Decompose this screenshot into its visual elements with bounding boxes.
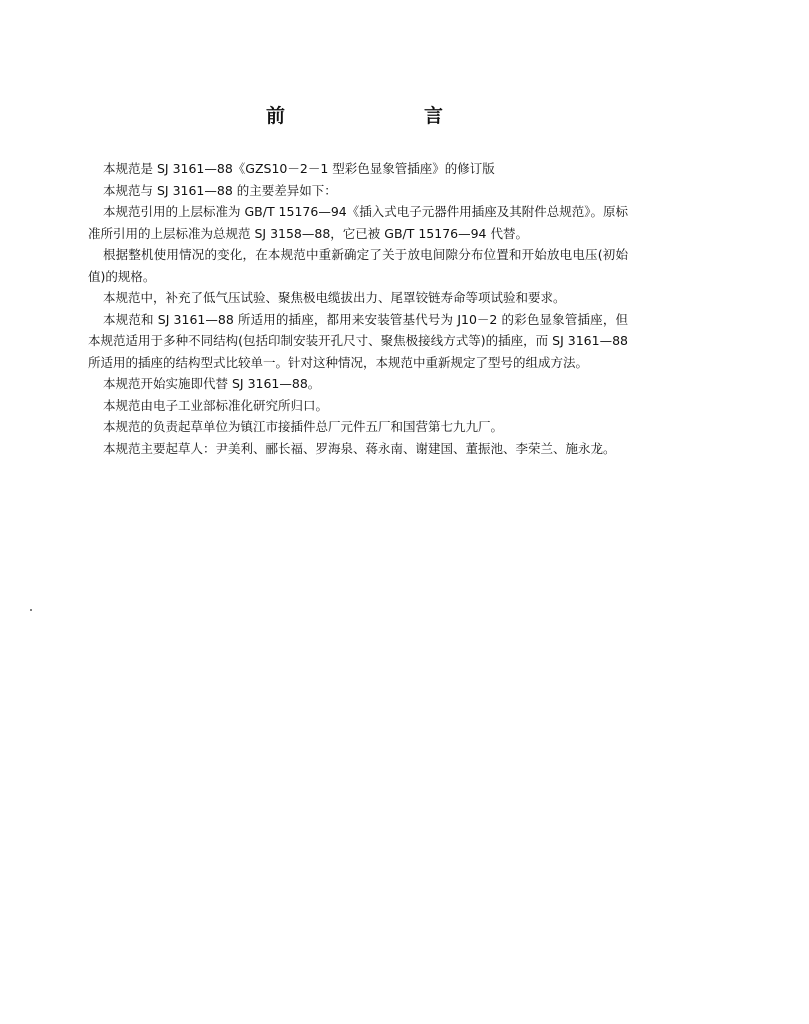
page-title: 前 言 xyxy=(265,105,503,127)
paragraph-10: 本规范主要起草人：尹美利、郦长福、罗海泉、蒋永南、谢建国、董振池、李荣兰、施永龙。 xyxy=(103,440,616,456)
paragraph-7: 本规范开始实施即代替 SJ 3161—88。 xyxy=(103,376,321,391)
foreword-body xyxy=(88,158,628,459)
paragraph-4: 根据整机使用情况的变化，在本规范中重新确定了关于放电间隙分布位置和开始放电电压(初始值)的规格。 xyxy=(88,247,628,284)
paragraph-2: 本规范与 SJ 3161—88 的主要差异如下： xyxy=(103,182,337,198)
scan-speck xyxy=(30,609,32,611)
paragraph-5: 本规范中，补充了低气压试验、聚焦极电缆拔出力、尾罩铰链寿命等项试验和要求。 xyxy=(103,290,566,305)
paragraph-8: 本规范由电子工业部标准化研究所归口。 xyxy=(103,397,329,413)
paragraph-9: 本规范的负责起草单位为镇江市接插件总厂元件五厂和国营第七九九厂。 xyxy=(103,419,504,434)
paragraph-3: 本规范引用的上层标准为 GB/T 15176—94《插入式电子元器件用插座及其附件总规范》。原标准所引用的上层标准为总规范 SJ 3158—88，它已被 GB/T 15176—94 代替。 xyxy=(88,204,628,241)
paragraph-1: 本规范是 SJ 3161—88《GZS10－2－1 型彩色显象管插座》的修订版 xyxy=(103,161,495,176)
paragraph-6: 本规范和 SJ 3161—88 所适用的插座，都用来安装管基代号为 J10－2 的彩色显象管插座，但本规范适用于多种不同结构(包括印制安装开孔尺寸、聚焦极接线方式等)的插座，而 SJ 3161—88 所适用的插座的结构型式比较单一。针对这种情况，本规范中重新规定了型号的组成方法。 xyxy=(88,311,628,370)
